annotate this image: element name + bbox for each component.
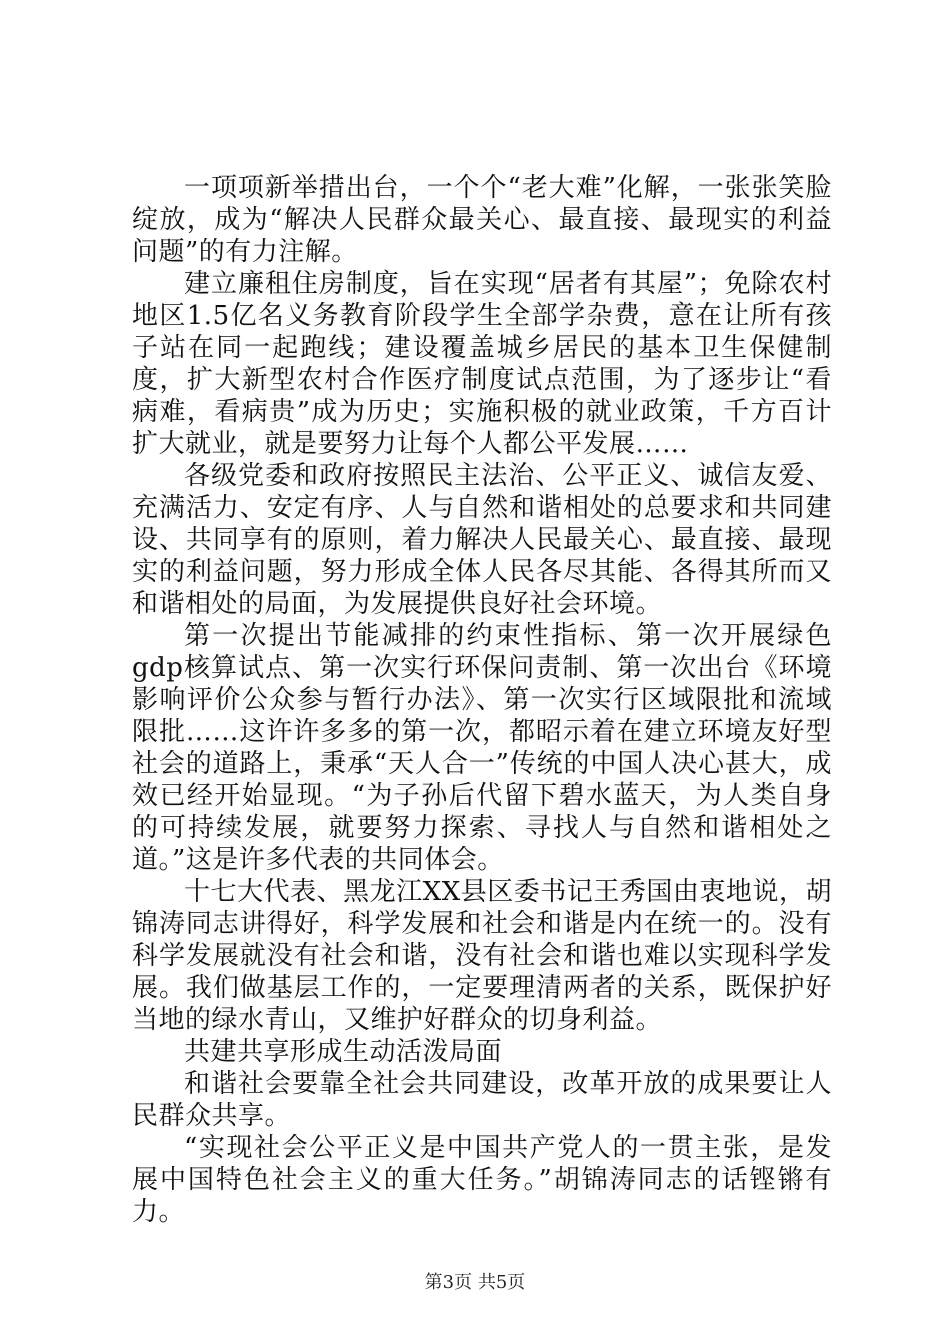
paragraph: “实现社会公平正义是中国共产党人的一贯主张，是发展中国特色社会主义的重大任务。”胡锦涛同志的话铿锵有力。 [132,1133,832,1227]
paragraph: 一项项新举措出台，一个个“老大难”化解，一张张笑脸绽放，成为“解决人民群众最关心、最直接、最现实的利益问题”的有力注解。 [132,173,832,267]
paragraph: 十七大代表、黑龙江XX县区委书记王秀国由衷地说，胡锦涛同志讲得好，科学发展和社会和谐是内在统一的。没有科学发展就没有社会和谐，没有社会和谐也难以实现科学发展。我们做基层工作的，一定要理清两者的关系，既保护好当地的绿水青山，又维护好群众的切身利益。 [132,877,832,1035]
paragraph: 第一次提出节能减排的约束性指标、第一次开展绿色gdp核算试点、第一次实行环保问责制、第一次出台《环境影响评价公众参与暂行办法》、第一次实行区域限批和流域限批……这许许多多的第一次，都昭示着在建立环境友好型社会的道路上，秉承“天人合一”传统的中国人决心甚大，成效已经开始显现。“为子孙后代留下碧水蓝天，为人类自身的可持续发展，就要努力探索、寻找人与自然和谐相处之道。”这是许多代表的共同体会。 [132,621,832,875]
paragraph: 和谐社会要靠全社会共同建设，改革开放的成果要让人民群众共享。 [132,1069,832,1131]
paragraph: 建立廉租住房制度，旨在实现“居者有其屋”；免除农村地区1.5亿名义务教育阶段学生全部学杂费，意在让所有孩子站在同一起跑线；建设覆盖城乡居民的基本卫生保健制度，扩大新型农村合作医疗制度试点范围，为了逐步让“看病难，看病贵”成为历史；实施积极的就业政策，千方百计扩大就业，就是要努力让每个人都公平发展…… [132,269,832,459]
section-heading: 共建共享形成生动活泼局面 [184,1037,503,1067]
document-body [132,172,832,1228]
page-number: 第3页 共5页 [424,1272,526,1293]
paragraph: 各级党委和政府按照民主法治、公平正义、诚信友爱、充满活力、安定有序、人与自然和谐相处的总要求和共同建设、共同享有的原则，着力解决人民最关心、最直接、最现实的利益问题，努力形成全体人民各尽其能、各得其所而又和谐相处的局面，为发展提供良好社会环境。 [132,461,832,619]
